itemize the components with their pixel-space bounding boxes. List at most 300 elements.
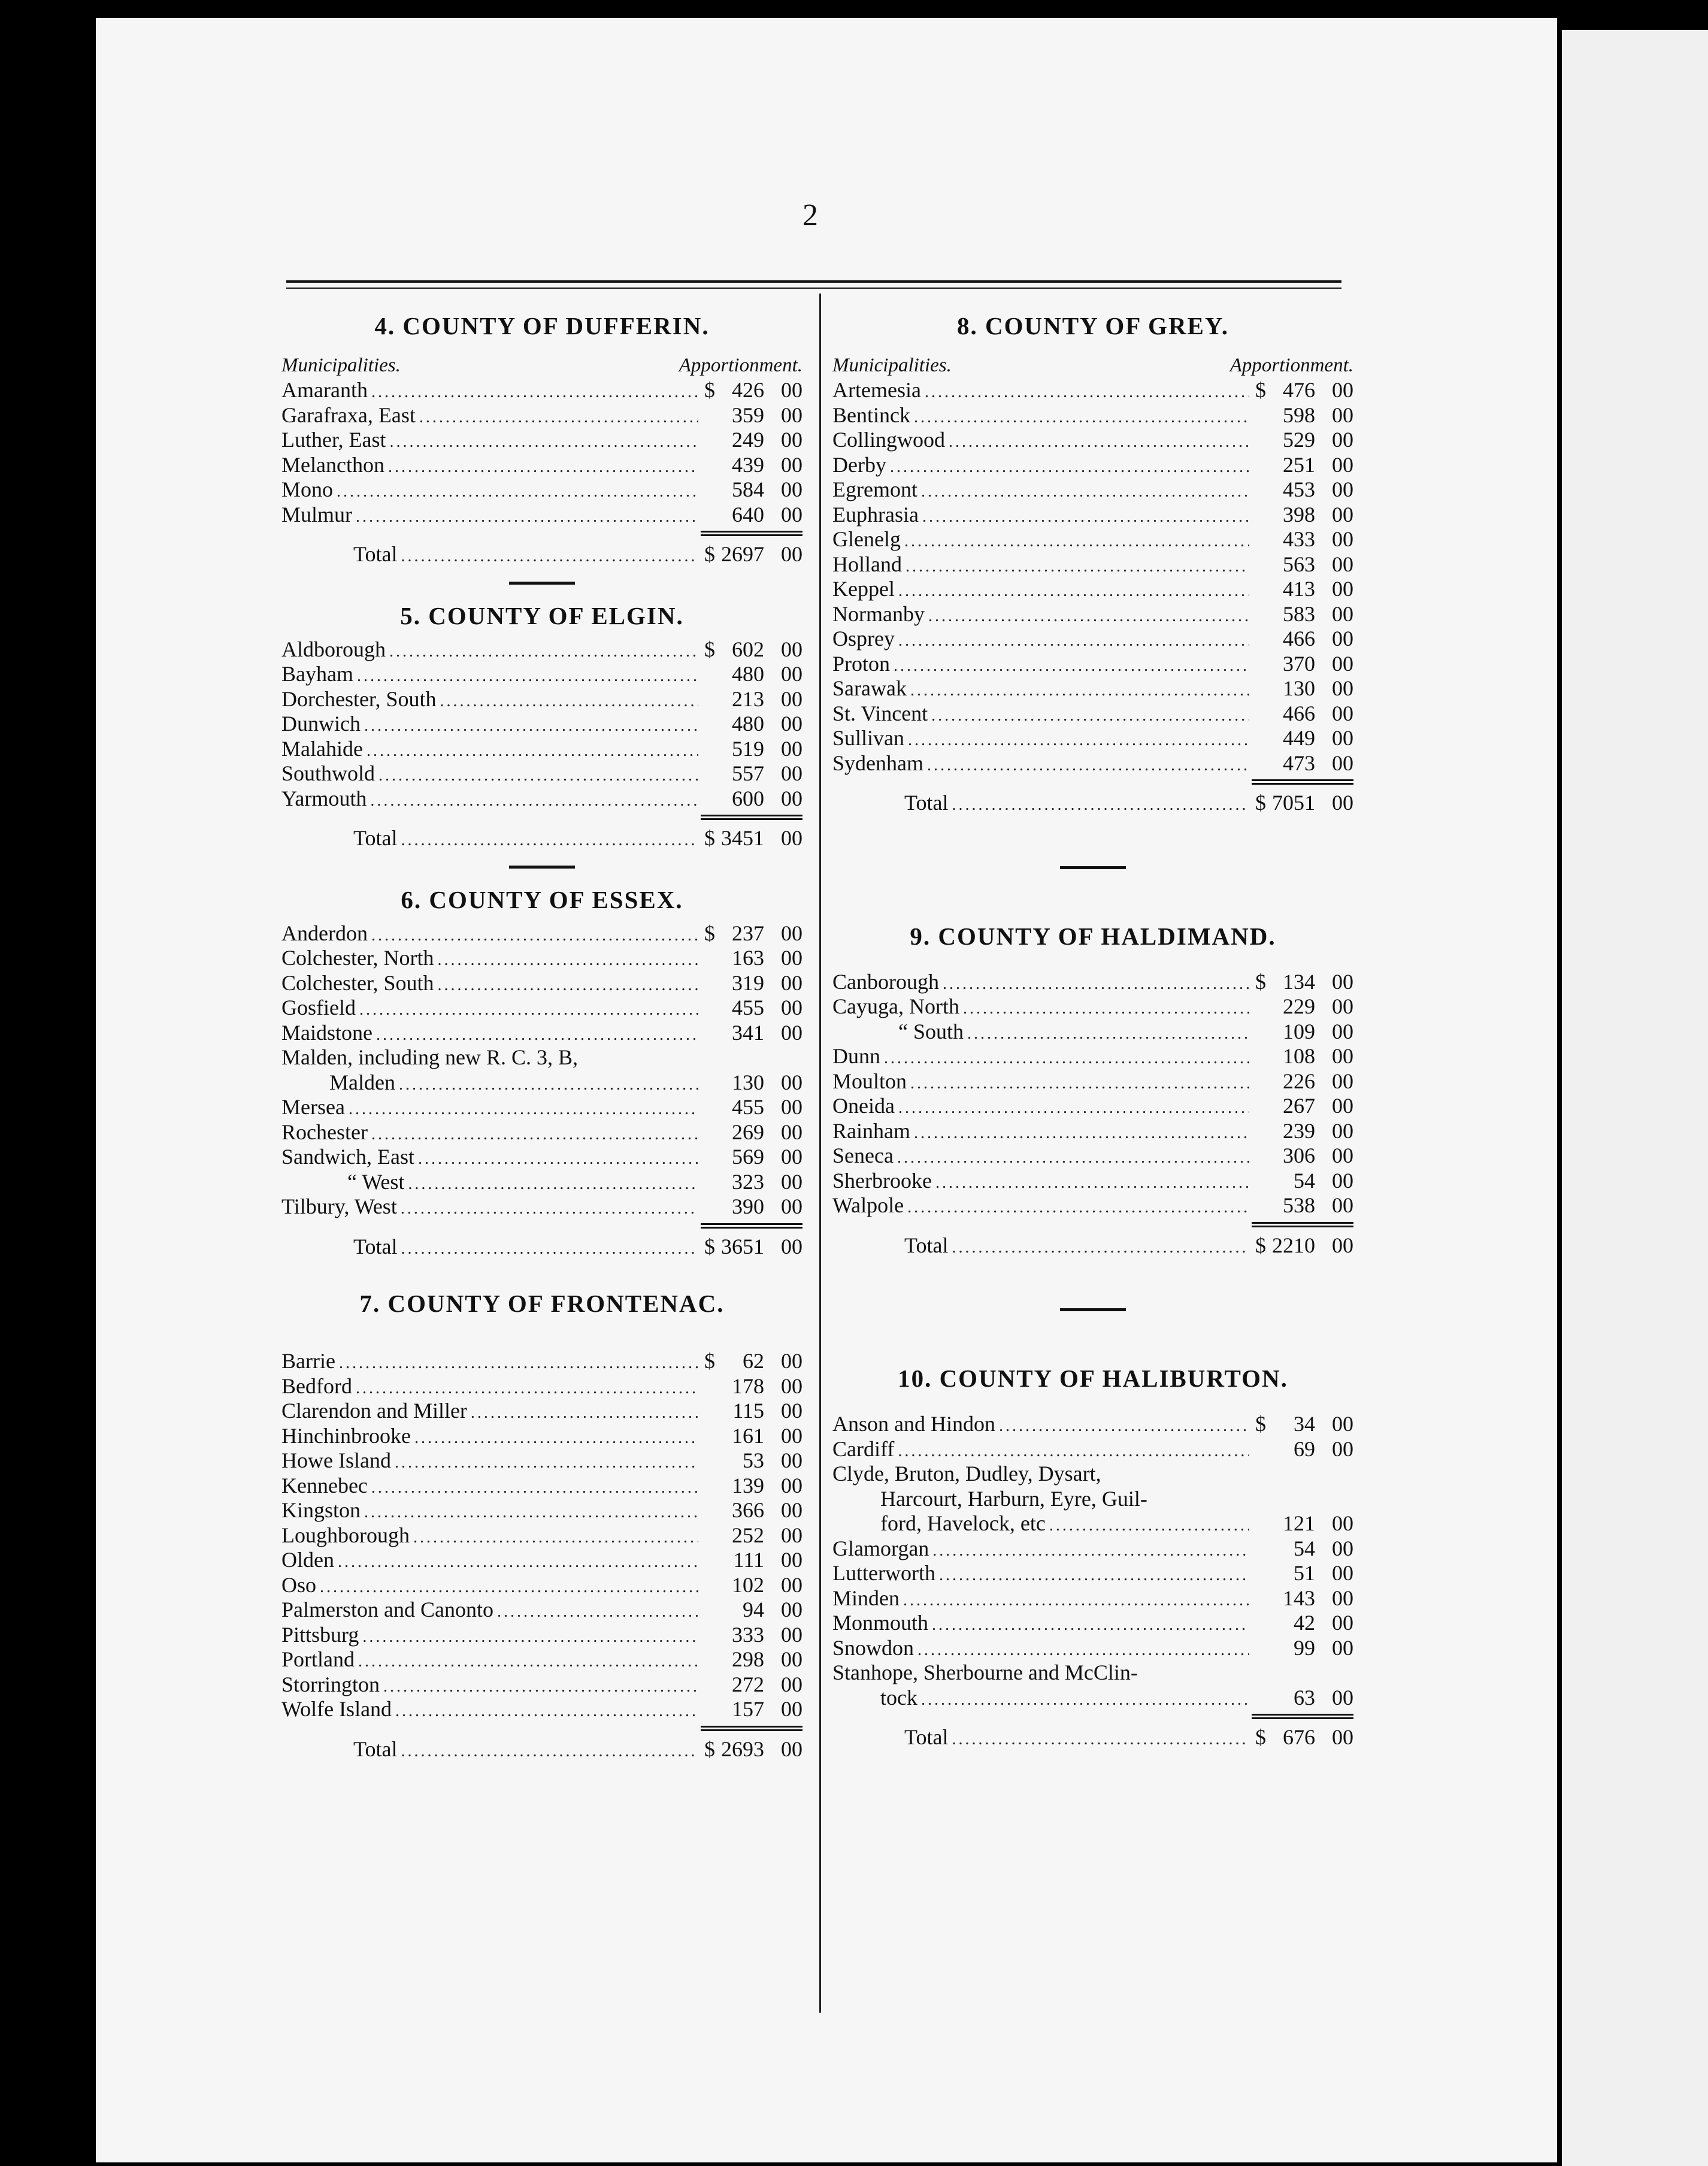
municipality-name: Amaranth — [281, 378, 368, 402]
section-title: 5. COUNTY OF ELGIN. — [400, 601, 684, 630]
page-number: 2 — [802, 198, 818, 232]
cents: 00 — [781, 1523, 802, 1547]
amount: 249 — [732, 428, 764, 452]
amount: 54 — [1294, 1168, 1315, 1193]
municipality-row — [281, 1647, 802, 1672]
municipality-row — [281, 1399, 802, 1424]
cents: 00 — [781, 1145, 802, 1169]
amount: 449 — [1283, 726, 1315, 750]
municipality-row — [281, 1120, 802, 1145]
section-haliburton — [832, 1358, 1353, 1750]
dollar-sign: $ — [704, 826, 715, 850]
amount: 63 — [1294, 1685, 1315, 1710]
municipality-name: Cardiff — [832, 1436, 895, 1461]
municipality-row — [281, 1021, 802, 1046]
amount: 583 — [1283, 601, 1315, 626]
cents: 00 — [781, 921, 802, 945]
municipality-name: Derby — [832, 452, 886, 477]
section-elgin — [281, 595, 802, 869]
municipality-row — [281, 1548, 802, 1573]
amount: 433 — [1283, 527, 1315, 551]
cents: 00 — [781, 452, 802, 477]
section-frontenac — [281, 1283, 802, 1762]
municipality-name: Clarendon and Miller — [281, 1399, 467, 1423]
municipality-row — [832, 403, 1353, 428]
municipality-list — [832, 1412, 1353, 1710]
dollar-sign: $ — [704, 542, 715, 566]
municipality-name: Anderdon — [281, 921, 368, 945]
dollar-sign: $ — [704, 378, 715, 402]
municipality-list — [832, 970, 1353, 1218]
municipality-name: Kennebec — [281, 1473, 368, 1498]
total-label: Total — [353, 1737, 398, 1761]
municipality-row — [832, 1536, 1353, 1562]
dollar-sign: $ — [1255, 378, 1266, 402]
municipality-row — [281, 453, 802, 478]
municipality-name: Colchester, South — [281, 970, 434, 995]
cents: 00 — [1332, 701, 1353, 725]
municipality-row — [281, 1697, 802, 1722]
municipality-row — [281, 1623, 802, 1648]
dollar-sign: $ — [1255, 1412, 1266, 1436]
municipality-name: Walpole — [832, 1193, 904, 1217]
amount: 319 — [732, 970, 764, 995]
cents: 00 — [1332, 651, 1353, 676]
amount: 226 — [1283, 1069, 1315, 1093]
municipality-name: Sarawak — [832, 676, 907, 700]
cents: 00 — [1332, 1233, 1353, 1257]
cents: 00 — [781, 946, 802, 970]
total-rule — [701, 1726, 802, 1731]
municipality-list — [281, 378, 802, 527]
cents: 00 — [781, 1374, 802, 1398]
municipality-name: St. Vincent — [832, 701, 928, 725]
amount: 480 — [732, 712, 764, 736]
municipality-name: Portland — [281, 1647, 355, 1671]
cents: 00 — [781, 1234, 802, 1259]
municipality-row — [281, 1598, 802, 1623]
cents: 00 — [1332, 751, 1353, 775]
amount: 333 — [732, 1622, 764, 1647]
municipality-name: “ South — [898, 1019, 964, 1043]
municipality-row — [832, 378, 1353, 403]
cents: 00 — [781, 970, 802, 995]
heading-apportionment: Apportionment. — [679, 355, 802, 376]
municipality-row — [832, 577, 1353, 602]
amount: 569 — [732, 1145, 764, 1169]
cents: 00 — [781, 786, 802, 810]
municipality-row — [281, 503, 802, 528]
section-title: 9. COUNTY OF HALDIMAND. — [910, 922, 1276, 950]
amount: 99 — [1294, 1635, 1315, 1660]
municipality-name: Snowdon — [832, 1635, 914, 1660]
total-rule — [701, 1223, 802, 1229]
cents: 00 — [1332, 627, 1353, 651]
amount: 439 — [732, 452, 764, 477]
municipality-name: Pittsburg — [281, 1622, 359, 1647]
header-rule — [286, 280, 1341, 289]
cents: 00 — [781, 996, 802, 1020]
amount: 115 — [732, 1399, 764, 1423]
left-column — [281, 305, 802, 1762]
municipality-name: Colchester, North — [281, 946, 434, 970]
cents: 00 — [1332, 1611, 1353, 1635]
total-row — [281, 1737, 802, 1762]
amount: 213 — [732, 686, 764, 711]
municipality-row — [281, 1070, 802, 1096]
municipality-row — [281, 687, 802, 712]
cents: 00 — [1332, 1143, 1353, 1167]
amount: 476 — [1283, 378, 1315, 402]
municipality-name: Malden — [329, 1070, 395, 1094]
cents: 00 — [781, 1194, 802, 1218]
total-label: Total — [904, 1233, 949, 1257]
total-rule — [701, 531, 802, 536]
municipality-row — [832, 1487, 1353, 1512]
total-amount: 676 — [1283, 1725, 1315, 1749]
municipality-row — [832, 994, 1353, 1020]
amount: 455 — [732, 1095, 764, 1119]
section-title: 4. COUNTY OF DUFFERIN. — [374, 312, 710, 340]
cents: 00 — [1332, 1511, 1353, 1535]
municipality-name: Sydenham — [832, 751, 923, 775]
amount: 237 — [732, 921, 764, 945]
municipality-name: Melancthon — [281, 452, 384, 477]
municipality-row — [832, 1660, 1353, 1686]
municipality-row — [832, 751, 1353, 776]
municipality-row — [832, 1094, 1353, 1119]
cents: 00 — [1332, 428, 1353, 452]
total-amount: 2697 — [721, 542, 764, 566]
amount: 251 — [1283, 452, 1315, 477]
cents: 00 — [781, 1737, 802, 1761]
cents: 00 — [781, 1572, 802, 1597]
municipality-row — [281, 1498, 802, 1523]
cents: 00 — [1332, 452, 1353, 477]
amount: 466 — [1283, 701, 1315, 725]
municipality-name: Wolfe Island — [281, 1697, 392, 1721]
section-dufferin — [281, 305, 802, 585]
municipality-name: Garafraxa, East — [281, 403, 416, 427]
municipality-row — [832, 652, 1353, 677]
section-title: 8. COUNTY OF GREY. — [956, 312, 1229, 340]
municipality-row — [281, 1095, 802, 1120]
cents: 00 — [781, 637, 802, 661]
municipality-row — [281, 1672, 802, 1698]
amount: 298 — [732, 1647, 764, 1671]
amount: 111 — [733, 1548, 764, 1572]
amount: 600 — [732, 786, 764, 810]
municipality-row — [281, 1448, 802, 1474]
section-title: 7. COUNTY OF FRONTENAC. — [359, 1290, 725, 1317]
municipality-row — [832, 1193, 1353, 1218]
municipality-name: Bayham — [281, 662, 353, 686]
municipality-row — [832, 1561, 1353, 1586]
municipality-row — [281, 737, 802, 762]
municipality-name: Sullivan — [832, 726, 905, 750]
column-headings — [832, 355, 1353, 377]
amount: 563 — [1283, 552, 1315, 576]
cents: 00 — [1332, 1685, 1353, 1710]
municipality-row — [832, 1143, 1353, 1169]
cents: 00 — [781, 428, 802, 452]
total-label: Total — [904, 1725, 949, 1749]
municipality-name: Aldborough — [281, 637, 386, 661]
municipality-name: Normanby — [832, 601, 925, 626]
amount: 306 — [1283, 1143, 1315, 1167]
cents: 00 — [781, 736, 802, 761]
amount: 157 — [732, 1697, 764, 1721]
amount: 426 — [732, 378, 764, 402]
amount: 42 — [1294, 1611, 1315, 1635]
total-row — [281, 542, 802, 567]
cents: 00 — [1332, 994, 1353, 1018]
amount: 598 — [1283, 403, 1315, 427]
total-label: Total — [353, 826, 398, 850]
cents: 00 — [781, 1598, 802, 1622]
municipality-name: Monmouth — [832, 1611, 929, 1635]
heading-municipalities: Municipalities. — [281, 355, 401, 376]
municipality-name: Hinchinbrooke — [281, 1423, 411, 1448]
municipality-name: Dunn — [832, 1044, 880, 1068]
amount: 161 — [732, 1423, 764, 1448]
municipality-row — [281, 428, 802, 453]
municipality-row — [281, 477, 802, 503]
cents: 00 — [1332, 1725, 1353, 1749]
amount: 341 — [732, 1020, 764, 1045]
municipality-row — [832, 503, 1353, 528]
municipality-name: Maidstone — [281, 1020, 373, 1045]
amount: 398 — [1283, 502, 1315, 527]
municipality-row — [281, 712, 802, 737]
municipality-name: Keppel — [832, 577, 895, 601]
amount: 640 — [732, 502, 764, 527]
municipality-name: Stanhope, Sherbourne and McClin- — [832, 1660, 1138, 1684]
cents: 00 — [781, 1169, 802, 1194]
cents: 00 — [781, 1672, 802, 1696]
amount: 413 — [1283, 577, 1315, 601]
municipality-name: Tilbury, West — [281, 1194, 397, 1218]
cents: 00 — [781, 1498, 802, 1522]
municipality-name: Harcourt, Harburn, Eyre, Guil- — [880, 1486, 1147, 1511]
cents: 00 — [781, 1697, 802, 1721]
section-haldimand — [832, 916, 1353, 1359]
amount: 473 — [1283, 751, 1315, 775]
municipality-name: Minden — [832, 1586, 900, 1610]
dollar-sign: $ — [1255, 969, 1266, 994]
municipality-row — [281, 1573, 802, 1598]
cents: 00 — [781, 761, 802, 785]
cents: 00 — [1332, 403, 1353, 427]
cents: 00 — [1332, 1168, 1353, 1193]
cents: 00 — [781, 403, 802, 427]
column-divider — [819, 294, 821, 2013]
municipality-row — [832, 552, 1353, 577]
amount: 519 — [732, 736, 764, 761]
dollar-sign: $ — [704, 1349, 715, 1373]
municipality-name: Dunwich — [281, 712, 361, 736]
municipality-name: Malahide — [281, 736, 363, 761]
cents: 00 — [1332, 791, 1353, 815]
municipality-row — [281, 1045, 802, 1070]
municipality-name: Glamorgan — [832, 1536, 929, 1560]
municipality-name: Gosfield — [281, 996, 356, 1020]
cents: 00 — [1332, 726, 1353, 750]
amount: 139 — [732, 1473, 764, 1498]
dollar-sign: $ — [704, 637, 715, 661]
municipality-row — [832, 701, 1353, 727]
municipality-row — [832, 970, 1353, 995]
municipality-name: Loughborough — [281, 1523, 410, 1547]
total-label: Total — [904, 791, 949, 815]
municipality-name: Euphrasia — [832, 502, 919, 527]
municipality-row — [832, 1412, 1353, 1437]
amount: 359 — [732, 403, 764, 427]
dollar-sign: $ — [1255, 791, 1266, 815]
municipality-name: Sandwich, East — [281, 1145, 414, 1169]
cents: 00 — [781, 1020, 802, 1045]
section-separator — [1060, 866, 1126, 869]
municipality-name: Artemesia — [832, 378, 921, 402]
amount: 529 — [1283, 428, 1315, 452]
cents: 00 — [781, 1349, 802, 1373]
cents: 00 — [781, 1423, 802, 1448]
section-separator — [509, 866, 575, 869]
cents: 00 — [1332, 1635, 1353, 1660]
municipality-name: Anson and Hindon — [832, 1412, 995, 1436]
right-column — [832, 305, 1353, 1750]
amount: 51 — [1294, 1561, 1315, 1585]
cents: 00 — [1332, 1118, 1353, 1143]
amount: 366 — [732, 1498, 764, 1522]
amount: 557 — [732, 761, 764, 785]
total-rule — [1252, 1222, 1353, 1227]
cents: 00 — [1332, 1412, 1353, 1436]
municipality-row — [832, 527, 1353, 552]
municipality-name: Cayuga, North — [832, 994, 959, 1018]
municipality-row — [281, 1424, 802, 1449]
cents: 00 — [781, 477, 802, 501]
amount: 178 — [732, 1374, 764, 1398]
municipality-name: Malden, including new R. C. 3, B, — [281, 1045, 578, 1069]
section-separator — [1060, 1308, 1126, 1311]
municipality-row — [281, 1374, 802, 1399]
cents: 00 — [781, 1548, 802, 1572]
amount: 54 — [1294, 1536, 1315, 1560]
cents: 00 — [1332, 1094, 1353, 1118]
municipality-list — [281, 637, 802, 812]
amount: 121 — [1283, 1511, 1315, 1535]
total-row — [832, 1725, 1353, 1750]
section-title: 10. COUNTY OF HALIBURTON. — [898, 1365, 1288, 1392]
municipality-row — [832, 1044, 1353, 1069]
cents: 00 — [781, 1070, 802, 1094]
amount: 269 — [732, 1120, 764, 1144]
cents: 00 — [781, 1120, 802, 1144]
total-rule — [1252, 1714, 1353, 1719]
amount: 229 — [1283, 994, 1315, 1018]
municipality-row — [281, 761, 802, 786]
cents: 00 — [1332, 477, 1353, 501]
municipality-name: Storrington — [281, 1672, 380, 1696]
amount: 466 — [1283, 627, 1315, 651]
dollar-sign: $ — [704, 1234, 715, 1259]
column-headings — [281, 355, 802, 377]
municipality-name: Yarmouth — [281, 786, 367, 810]
amount: 390 — [732, 1194, 764, 1218]
municipality-name: Barrie — [281, 1349, 335, 1373]
total-row — [281, 826, 802, 851]
municipality-row — [832, 726, 1353, 751]
municipality-row — [281, 1523, 802, 1548]
municipality-list — [281, 1349, 802, 1722]
municipality-list — [832, 378, 1353, 776]
heading-municipalities: Municipalities. — [832, 355, 952, 376]
municipality-row — [832, 1020, 1353, 1045]
amount: 370 — [1283, 651, 1315, 676]
amount: 272 — [732, 1672, 764, 1696]
cents: 00 — [781, 1095, 802, 1119]
municipality-row — [281, 1170, 802, 1195]
municipality-row — [832, 676, 1353, 701]
municipality-row — [281, 637, 802, 662]
cents: 00 — [1332, 577, 1353, 601]
municipality-name: Kingston — [281, 1498, 361, 1522]
municipality-name: Luther, East — [281, 428, 386, 452]
cents: 00 — [1332, 1019, 1353, 1043]
municipality-row — [832, 477, 1353, 503]
cents: 00 — [1332, 1436, 1353, 1461]
cents: 00 — [781, 1622, 802, 1647]
municipality-name: Mono — [281, 477, 334, 501]
municipality-name: Proton — [832, 651, 891, 676]
total-row — [832, 1233, 1353, 1259]
cents: 00 — [781, 686, 802, 711]
municipality-row — [281, 1474, 802, 1499]
amount: 130 — [1283, 676, 1315, 700]
municipality-name: Mulmur — [281, 502, 353, 527]
cents: 00 — [781, 378, 802, 402]
total-amount: 2210 — [1272, 1233, 1315, 1257]
municipality-name: Clyde, Bruton, Dudley, Dysart, — [832, 1462, 1101, 1486]
municipality-row — [281, 1349, 802, 1374]
amount: 602 — [732, 637, 764, 661]
municipality-name: Glenelg — [832, 527, 901, 551]
section-grey — [832, 305, 1353, 916]
cents: 00 — [781, 826, 802, 850]
municipality-row — [281, 378, 802, 403]
municipality-row — [832, 1586, 1353, 1611]
amount: 143 — [1283, 1586, 1315, 1610]
cents: 00 — [1332, 527, 1353, 551]
cents: 00 — [1332, 969, 1353, 994]
total-amount: 7051 — [1272, 791, 1315, 815]
municipality-row — [281, 921, 802, 946]
total-amount: 3451 — [721, 826, 764, 850]
municipality-row — [832, 1069, 1353, 1094]
amount: 480 — [732, 662, 764, 686]
amount: 108 — [1283, 1044, 1315, 1068]
cents: 00 — [1332, 1586, 1353, 1610]
total-label: Total — [353, 542, 398, 566]
municipality-row — [832, 1636, 1353, 1661]
municipality-row — [832, 1169, 1353, 1194]
section-separator — [509, 582, 575, 585]
municipality-name: Canborough — [832, 969, 939, 994]
municipality-row — [832, 1437, 1353, 1462]
municipality-row — [281, 662, 802, 687]
cents: 00 — [1332, 378, 1353, 402]
